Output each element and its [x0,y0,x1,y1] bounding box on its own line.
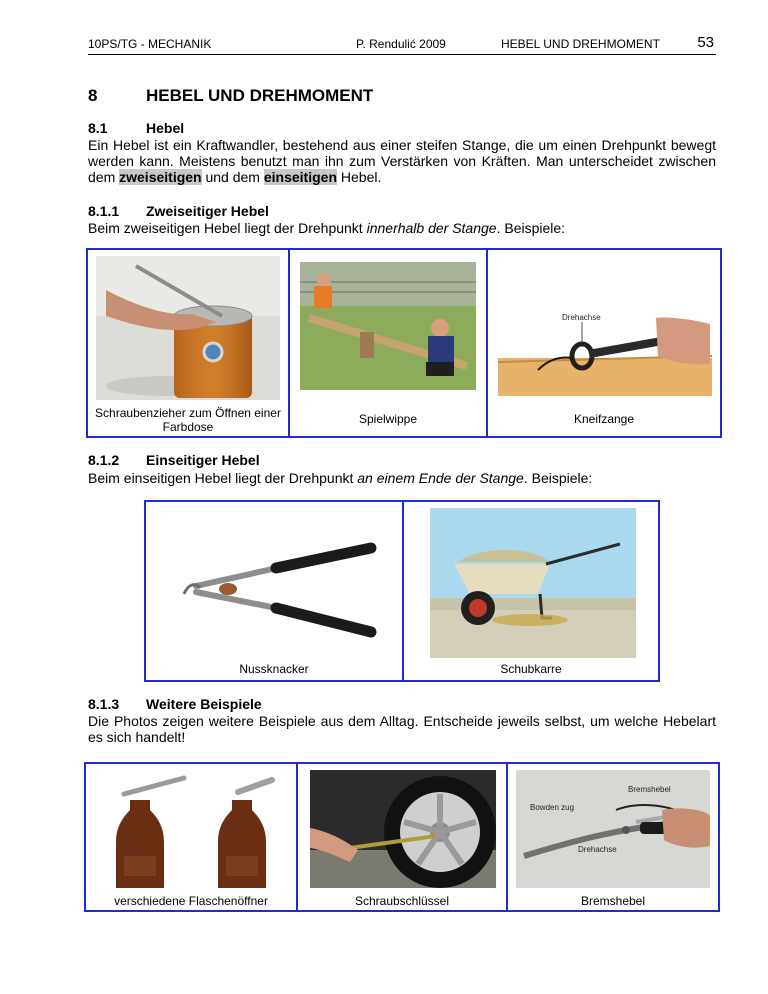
paragraph-text: Beim einseitigen Hebel liegt der Drehpunkt [88,470,358,486]
section-title-8-1-2: Einseitiger Hebel [146,452,260,468]
section-title-8-1: Hebel [146,120,185,136]
label-bremshebel: Bremshebel [628,785,671,794]
paragraph-text: Beim zweiseitigen Hebel liegt der Drehpunkt [88,220,367,236]
label-drehachse-brake: Drehachse [578,845,617,854]
paragraph-text: Ein Hebel ist ein Kraftwandler, bestehend aus einer steifen Stange, die um einen Drehpunkt bewegt werden kann. Meistens benutzt man ihn zum Verstärken von Kräften. Man unterscheidet zwischen dem [88,137,716,185]
header-author: P. Rendulić 2009 [356,37,446,51]
figure-cell-pincers [488,250,720,436]
page-number: 53 [697,34,714,51]
figure-cell-brake-lever [508,764,718,910]
caption-brake-lever: Bremshebel [580,894,646,908]
paint-can-photo [96,256,280,400]
bottle-openers-photo [98,770,286,888]
caption-wrench: Schraubschlüssel [354,894,450,908]
paragraph-text: . Beispiele: [496,220,566,236]
header-course: 10PS/TG - MECHANIK [88,37,212,51]
paragraph-text: Hebel. [337,169,382,185]
chapter-title: HEBEL UND DREHMOMENT [146,86,374,105]
seesaw-photo [300,262,476,390]
section-number-8-1-3: 8.1.3 [88,696,120,712]
pincers-photo [498,260,712,396]
highlight-zweiseitigen: zweiseitigen [119,169,202,185]
figure-cell-nutcracker [146,502,404,680]
paragraph-text: und dem [201,169,264,185]
label-bowdenzug: Bowden zug [530,803,575,812]
label-drehachse: Drehachse [562,313,601,322]
wheelbarrow-photo [430,508,636,658]
figure-cell-paint-can [88,250,290,436]
caption-bottle-openers: verschiedene Flaschenöffner [114,894,268,908]
figure-frame-more-examples [84,762,720,912]
section-title-8-1-3: Weitere Beispiele [146,696,262,712]
highlight-einseitigen: einseitigen [263,169,337,185]
brake-lever-photo [516,770,710,888]
paragraph-text: . Beispiele: [523,470,593,486]
figure-cell-bottle-openers [86,764,298,910]
nutcracker-photo [166,528,386,658]
page-header [88,34,716,55]
section-8-1-paragraph [88,137,716,185]
header-topic: HEBEL UND DREHMOMENT [501,37,660,51]
section-number-8-1: 8.1 [88,120,108,136]
section-number-8-1-1: 8.1.1 [88,203,120,219]
section-8-1-1-paragraph [88,220,716,236]
caption-pincers: Kneifzange [573,412,635,426]
caption-seesaw: Spielwippe [358,412,418,426]
figure-cell-wrench [298,764,508,910]
section-8-1-3-paragraph: Die Photos zeigen weitere Beispiele aus dem Alltag. Entscheide jeweils selbst, um welche Hebelart es sich handelt! [88,713,716,745]
figure-frame-two-sided [86,248,722,438]
paragraph-emphasis: innerhalb der Stange [366,220,497,236]
section-number-8-1-2: 8.1.2 [88,452,120,468]
caption-nutcracker: Nussknacker [239,662,309,676]
caption-wheelbarrow: Schubkarre [500,662,562,676]
figure-frame-one-sided [144,500,660,682]
figure-cell-wheelbarrow [404,502,658,680]
chapter-number: 8 [88,86,98,105]
wrench-photo [310,770,496,888]
paragraph-emphasis: an einem Ende der Stange [357,470,524,486]
caption-paint-can: Schraubenzieher zum Öffnen einer Farbdose [95,406,281,434]
section-title-8-1-1: Zweiseitiger Hebel [146,203,269,219]
figure-cell-seesaw [290,250,488,436]
section-8-1-2-paragraph [88,470,716,486]
